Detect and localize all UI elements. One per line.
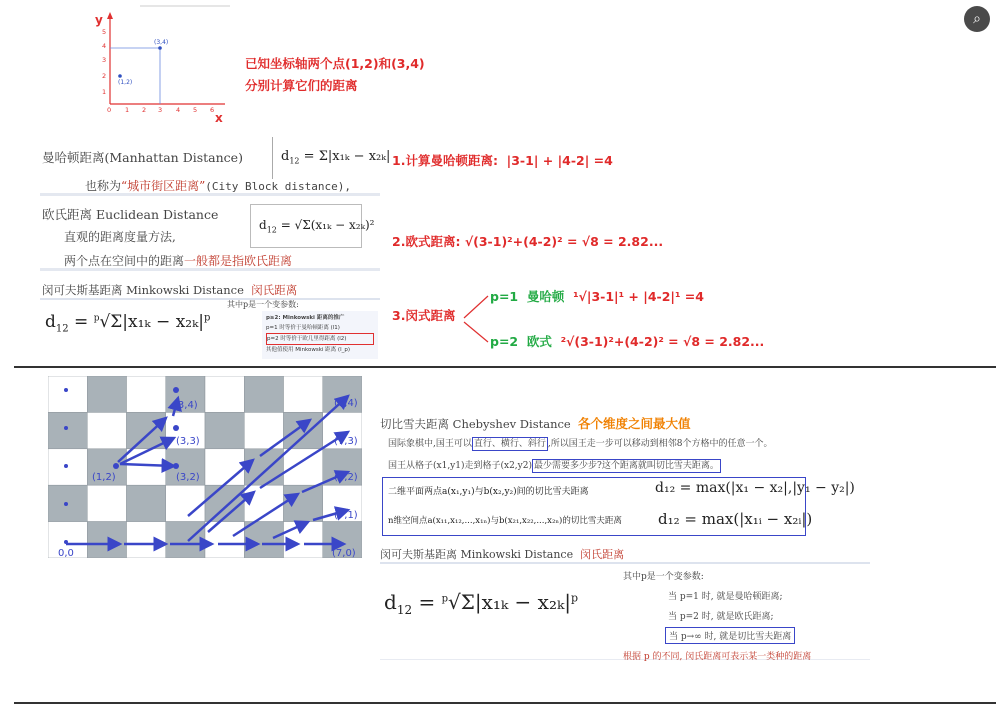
chebyshev-p1: 国际象棋中,国王可以 直行、横行、斜行 ,所以国王走一步可以移动到相邻8个方格中的任意一个。 (388, 439, 773, 449)
svg-text:(7,4): (7,4) (334, 398, 358, 409)
svg-text:1: 1 (102, 88, 107, 96)
minkowski-top-note-head: 其中p是一个变参数: (227, 300, 299, 309)
manhattan-calc: 1.计算曼哈顿距离: |3-1| + |4-2| =4 (392, 153, 613, 168)
minkowski-note-1: 其中p是一个变参数: (623, 572, 704, 582)
svg-text:(7,3): (7,3) (334, 436, 358, 447)
board-cell (127, 412, 166, 448)
svg-text:3: 3 (102, 56, 107, 64)
board-cell (127, 376, 166, 412)
svg-text:(3,3): (3,3) (176, 436, 200, 447)
svg-text:5: 5 (193, 106, 198, 114)
euclid-title: 欧氏距离 Euclidean Distance (42, 207, 219, 222)
minkowski-note-2: 当 p=1 时, 就是曼哈顿距离; (668, 592, 783, 602)
board-cell (48, 412, 87, 448)
manhattan-formula: $d_{12} = \Sigma|x_{1k} - x_{2k}|$ (272, 137, 384, 179)
svg-text:2: 2 (102, 72, 107, 80)
svg-text:(7,2): (7,2) (334, 472, 358, 483)
section-divider-bottom (14, 702, 996, 704)
svg-text:(3,4): (3,4) (174, 400, 198, 411)
minkowski-top-formula: $d_{12} = ^p√\Sigma|x_{1k} - x_{2k}|^p$ (45, 312, 211, 335)
board-cell (166, 522, 205, 558)
chess-board (48, 376, 362, 558)
minkowski-top-title: 闵可夫斯基距离 Minkowski Distance 闵氏距离 (42, 283, 298, 297)
svg-text:6: 6 (210, 106, 215, 114)
branch-lines (462, 290, 492, 350)
coordinate-chart (90, 4, 240, 124)
minkowski-bottom-formula: $d_{12} = ^p√\Sigma|x_{1k} - x_{2k}|^p$ (384, 590, 579, 617)
board-cell (87, 412, 126, 448)
board-cell (284, 376, 323, 412)
minkowski-p1: p=1 曼哈顿 ¹√|3-1|¹ + |4-2|¹ =4 (490, 289, 704, 304)
euclid-calc: 2.欧式距离: √(3-1)²+(4-2)² = √8 = 2.82... (392, 234, 664, 249)
x-ticks (107, 106, 214, 114)
camera-search-icon: ⌕ (973, 11, 981, 27)
minkowski-bottom-title: 闵可夫斯基距离 Minkowski Distance 闵氏距离 (380, 548, 625, 561)
minkowski-note-3: 当 p=2 时, 就是欧氏距离; (668, 612, 774, 622)
board-cell (87, 376, 126, 412)
minkowski-p2: p=2 欧式 ²√(3-1)²+(4-2)² = √8 = 2.82... (490, 334, 765, 349)
intro-line-2: 分别计算它们的距离 (245, 78, 358, 93)
board-cell (205, 376, 244, 412)
manhattan-title: 曼哈顿距离(Manhattan Distance) (42, 150, 243, 165)
euclid-formula: $d_{12} = √\Sigma(x_{1k} - x_{2k})^2$ (250, 204, 362, 248)
board-cell (48, 376, 87, 412)
euclid-line-1: 直观的距离度量方法, (64, 230, 176, 244)
divider (40, 193, 380, 196)
board-cell (284, 449, 323, 485)
minkowski-note-4: 当 p→∞ 时, 就是切比雪夫距离 (665, 627, 795, 644)
point-label: (1,2) (118, 79, 133, 86)
chebyshev-title: 切比雪夫距离 Chebyshev Distance 各个维度之间最大值 (380, 416, 691, 431)
manhattan-alias: 也称为“城市街区距离”(City Block distance), (85, 179, 351, 193)
point-1-2 (118, 74, 122, 78)
y-ticks (102, 28, 106, 96)
chebyshev-f2-text: n维空间点a(x₁₁,x₁₂,...,x₁ₙ)与b(x₂₁,x₂₂,...,x₂ₙ)的切比雪夫距离 (388, 516, 622, 526)
svg-text:4: 4 (176, 106, 181, 114)
board-cell (166, 485, 205, 521)
minkowski-top-note: p≥2: Minkowski 距离的推广 p=1 时等价于曼哈顿距离 (l1) p=2 时等价于欧几里得距离 (l2) 其他值使用 Minkowski 距离 (l_p) (262, 311, 378, 359)
y-axis-label: y (95, 13, 103, 27)
board-cell (87, 522, 126, 558)
svg-text:(7,0): (7,0) (332, 548, 356, 558)
board-cell (205, 412, 244, 448)
point-3-4 (158, 46, 162, 50)
board-cell (284, 522, 323, 558)
board-cell (244, 522, 283, 558)
minkowski-calc-label: 3.闵式距离 (392, 308, 456, 323)
minkowski-note-5: 根据 p 的不同, 闵氏距离可表示某一类种的距离 (623, 652, 812, 662)
chebyshev-f1-expr: d₁₂ = max(|x₁ − x₂|,|y₁ − y₂|) (655, 480, 855, 496)
board-cell (284, 412, 323, 448)
chebyshev-p2: 国王从格子(x1,y1)走到格子(x2,y2) 最少需要多少步?这个距离就叫切比雪夫距离。 (388, 461, 719, 471)
board-cell (127, 449, 166, 485)
section-divider (14, 366, 996, 368)
svg-text:3: 3 (158, 106, 163, 114)
board-cell (127, 485, 166, 521)
svg-text:0: 0 (107, 106, 112, 114)
intro-line-1: 已知坐标轴两个点(1,2)和(3,4) (245, 56, 425, 71)
point-label: (3,4) (154, 39, 169, 46)
board-cell (205, 522, 244, 558)
chebyshev-f2-expr: d₁₂ = max(|x₁ᵢ − x₂ᵢ|) (658, 510, 813, 528)
svg-text:(1,2): (1,2) (92, 472, 116, 483)
intro-text (245, 53, 425, 97)
x-axis-label: x (215, 111, 223, 124)
image-search-button[interactable] (964, 6, 990, 32)
svg-text:(3,2): (3,2) (176, 472, 200, 483)
svg-text:(7,1): (7,1) (334, 510, 358, 521)
svg-text:5: 5 (102, 28, 107, 36)
svg-text:2: 2 (142, 106, 147, 114)
divider (40, 268, 380, 271)
board-cell (205, 449, 244, 485)
svg-text:0,0: 0,0 (58, 548, 74, 558)
board-cell (87, 485, 126, 521)
board-cell (127, 522, 166, 558)
chebyshev-f1-text: 二维平面两点a(x₁,y₁)与b(x₂,y₂)间的切比雪夫距离 (388, 487, 589, 497)
svg-text:4: 4 (102, 42, 107, 50)
board-cell (244, 376, 283, 412)
svg-text:1: 1 (125, 106, 130, 114)
euclid-line-2: 两个点在空间中的距离一般都是指欧氏距离 (64, 254, 293, 268)
